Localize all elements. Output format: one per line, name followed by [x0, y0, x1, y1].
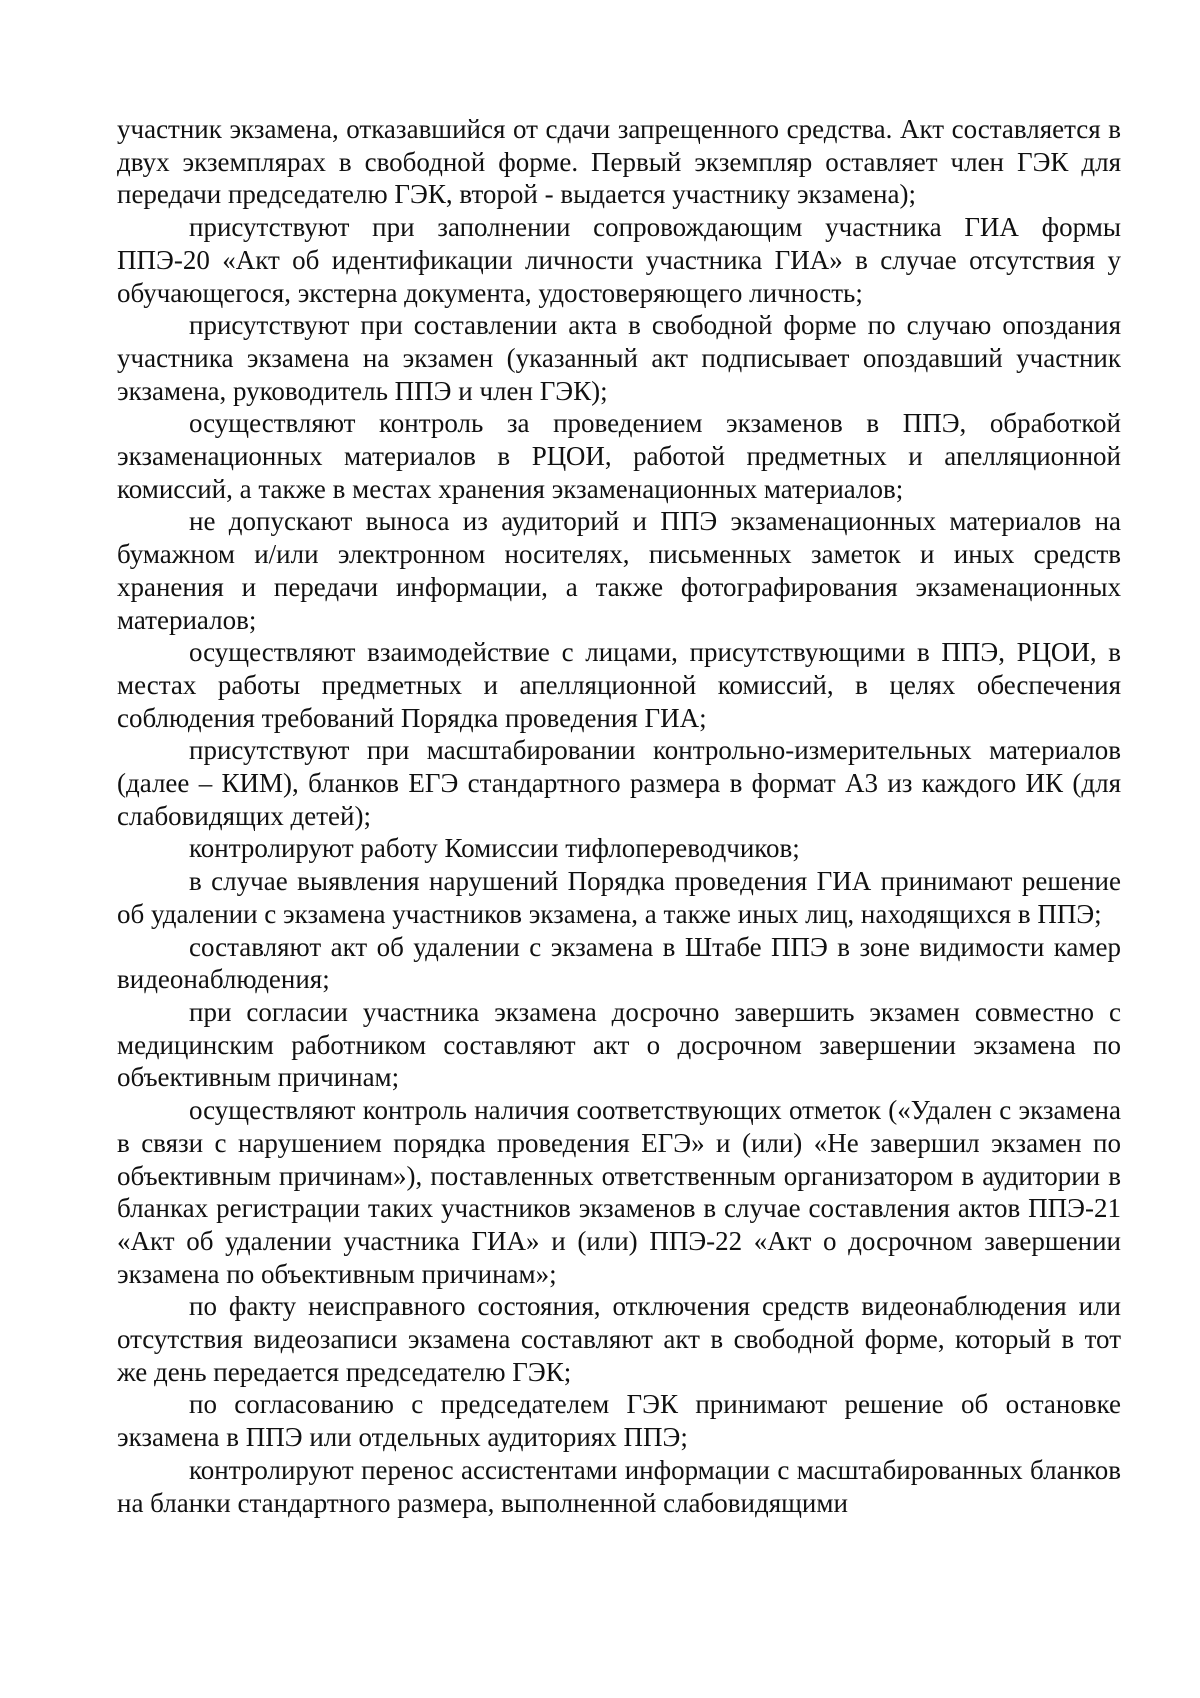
paragraph-exam-stop: по согласованию с председателем ГЭК принимают решение об остановке экзамена в ППЭ или отдельных аудиториях ППЭ;	[117, 1389, 1121, 1453]
paragraph-violations: в случае выявления нарушений Порядка проведения ГИА принимают решение об удалении с экзамена участников экзамена, а также иных лиц, находящихся в ППЭ;	[117, 866, 1121, 929]
paragraph-exam-control: осуществляют контроль за проведением экзаменов в ППЭ, обработкой экзаменационных материалов в РЦОИ, работой предметных и апелляционной комиссий, а также в местах хранения экзаменационных материалов;	[117, 408, 1121, 504]
paragraph-continuation: участник экзамена, отказавшийся от сдачи запрещенного средства. Акт составляется в двух экземплярах в свободной форме. Первый экземпляр оставляет член ГЭК для передачи председателю ГЭК, второй - выдается участнику экзамена);	[117, 114, 1121, 210]
paragraph-cooperation: осуществляют взаимодействие с лицами, присутствующими в ППЭ, РЦОИ, в местах работы предметных и апелляционной комиссий, в целях обеспечения соблюдения требований Порядка проведения ГИА;	[117, 637, 1121, 733]
paragraph-scaling: присутствуют при масштабировании контрольно-измерительных материалов (далее – КИМ), бланков ЕГЭ стандартного размера в формат А3 из каждого ИК (для слабовидящих детей);	[117, 735, 1121, 831]
paragraph-early-completion: при согласии участника экзамена досрочно завершить экзамен совместно с медицинским работником составляют акт о досрочном завершении экзамена по объективным причинам;	[117, 996, 1121, 1093]
paragraph-commission-control: контролируют работу Комиссии тифлопереводчиков;	[189, 833, 800, 864]
paragraph-video-malfunction: по факту неисправного состояния, отключения средств видеонаблюдения или отсутствия видеозаписи экзамена составляют акт в свободной форме, который в тот же день передается председателю ГЭК;	[117, 1291, 1121, 1387]
paragraph-removal-act: составляют акт об удалении с экзамена в Штабе ППЭ в зоне видимости камер видеонаблюдения;	[117, 931, 1121, 995]
paragraph-marks-control: осуществляют контроль наличия соответствующих отметок («Удален с экзамена в связи с нарушением порядка проведения ЕГЭ» и (или) «Не завершил экзамен по объективным причинам»), поставленных ответственным организатором в аудитории в бланках регистрации таких участников экзаменов в случае составления актов ППЭ-21 «Акт об удалении участника ГИА» и (или) ППЭ-22 «Акт о досрочном завершении экзамена по объективным причинам»;	[117, 1095, 1121, 1289]
document-page	[117, 113, 1121, 1519]
paragraph-identification-form: присутствуют при заполнении сопровождающим участника ГИА формы ППЭ-20 «Акт об идентификации личности участника ГИА» в случае отсутствия у обучающегося, экстерна документа, удостоверяющего личность;	[117, 212, 1121, 308]
paragraph-late-arrival-act: присутствуют при составлении акта в свободной форме по случаю опоздания участника экзамена на экзамен (указанный акт подписывает опоздавший участник экзамена, руководитель ППЭ и член ГЭК);	[117, 310, 1121, 406]
paragraph-materials-removal: не допускают выноса из аудиторий и ППЭ экзаменационных материалов на бумажном и/или электронном носителях, письменных заметок и иных средств хранения и передачи информации, а также фотографирования экзаменационных материалов;	[117, 506, 1121, 635]
paragraph-transfer-control: контролируют перенос ассистентами информации с масштабированных бланков на бланки стандартного размера, выполненной слабовидящими	[117, 1454, 1121, 1518]
